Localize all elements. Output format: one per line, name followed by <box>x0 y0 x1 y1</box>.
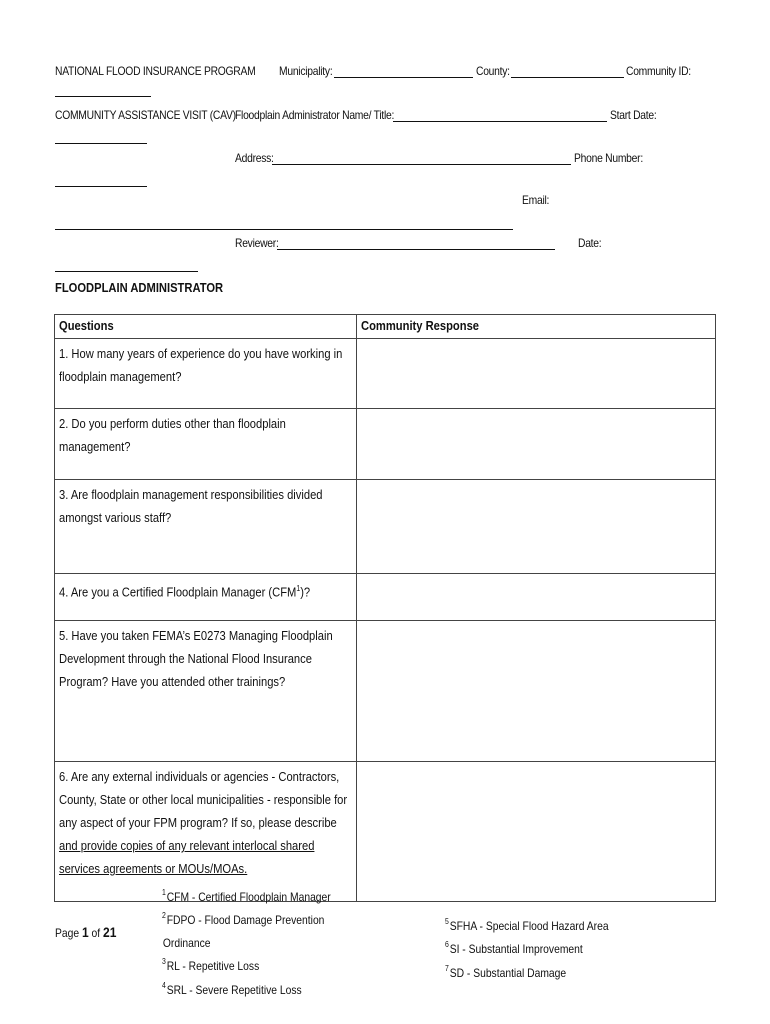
program-title: NATIONAL FLOOD INSURANCE PROGRAM <box>55 64 256 78</box>
response-cell[interactable] <box>357 762 716 902</box>
address-label: Address: <box>235 151 274 165</box>
phone-label: Phone Number: <box>574 151 643 165</box>
phone-field[interactable] <box>55 186 147 187</box>
start-date-field[interactable] <box>55 143 147 144</box>
admin-name-field[interactable] <box>393 121 607 122</box>
question-cell: 5. Have you taken FEMA’s E0273 Managing Floodplain Development through the National Flood Insurance Program? Have you attended other trainings? <box>55 621 357 762</box>
community-id-label: Community ID: <box>626 64 691 78</box>
footnote-srl: $^4$SRL - Severe Repetitive Loss <box>162 981 302 997</box>
county-label: County: <box>476 64 510 78</box>
start-date-label: Start Date: <box>610 108 657 122</box>
reviewer-label: Reviewer: <box>235 236 279 250</box>
table-row <box>55 480 716 574</box>
question-cell: 6. Are any external individuals or agencies - Contractors, County, State or other local municipalities - responsible for any aspect of your FPM program? If so, please describe and provide copies of any relevant interlocal shared services agreements or MOUs/MOAs. <box>55 762 357 902</box>
footnote-cfm: $^1$CFM - Certified Floodplain Manager <box>162 888 331 904</box>
response-cell[interactable] <box>357 480 716 574</box>
county-field[interactable] <box>511 77 624 78</box>
response-cell[interactable] <box>357 621 716 762</box>
page-number: Page 1 of 21 <box>55 924 117 940</box>
reviewer-field[interactable] <box>277 249 555 250</box>
email-label: Email: <box>522 193 550 207</box>
footnote-rl: $^3$RL - Repetitive Loss <box>162 957 260 973</box>
footnote-fdpo-cont: Ordinance <box>162 936 211 950</box>
question-cell: 4. Are you a Certified Floodplain Manager (CFM$^1$)? <box>55 574 357 621</box>
table-row <box>55 621 716 762</box>
municipality-label: Municipality: <box>279 64 333 78</box>
question-cell: 3. Are floodplain management responsibilities divided amongst various staff? <box>55 480 357 574</box>
footnote-fdpo: $^2$FDPO - Flood Damage Prevention <box>162 911 325 927</box>
section-title: FLOODPLAIN ADMINISTRATOR <box>55 280 224 295</box>
footnote-sfha: $^5$SFHA - Special Flood Hazard Area <box>445 917 609 933</box>
admin-name-label: Floodplain Administrator Name/ Title: <box>235 108 395 122</box>
address-field[interactable] <box>272 164 571 165</box>
response-header: Community Response <box>357 315 716 339</box>
question-cell: 2. Do you perform duties other than floodplain management? <box>55 409 357 480</box>
questions-table <box>54 314 716 902</box>
table-row <box>55 574 716 621</box>
response-cell[interactable] <box>357 339 716 409</box>
table-row <box>55 339 716 409</box>
footnote-si: $^6$SI - Substantial Improvement <box>445 940 583 956</box>
response-cell[interactable] <box>357 574 716 621</box>
question-cell: 1. How many years of experience do you have working in floodplain management? <box>55 339 357 409</box>
footnote-sd: $^7$SD - Substantial Damage <box>445 964 567 980</box>
questions-header: Questions <box>55 315 357 339</box>
date-label: Date: <box>578 236 602 250</box>
email-field[interactable] <box>55 229 513 230</box>
table-row <box>55 762 716 902</box>
table-row <box>55 409 716 480</box>
municipality-field[interactable] <box>334 77 473 78</box>
community-id-field[interactable] <box>55 96 151 97</box>
response-cell[interactable] <box>357 409 716 480</box>
date-field[interactable] <box>55 271 198 272</box>
visit-title: COMMUNITY ASSISTANCE VISIT (CAV) <box>55 108 236 122</box>
